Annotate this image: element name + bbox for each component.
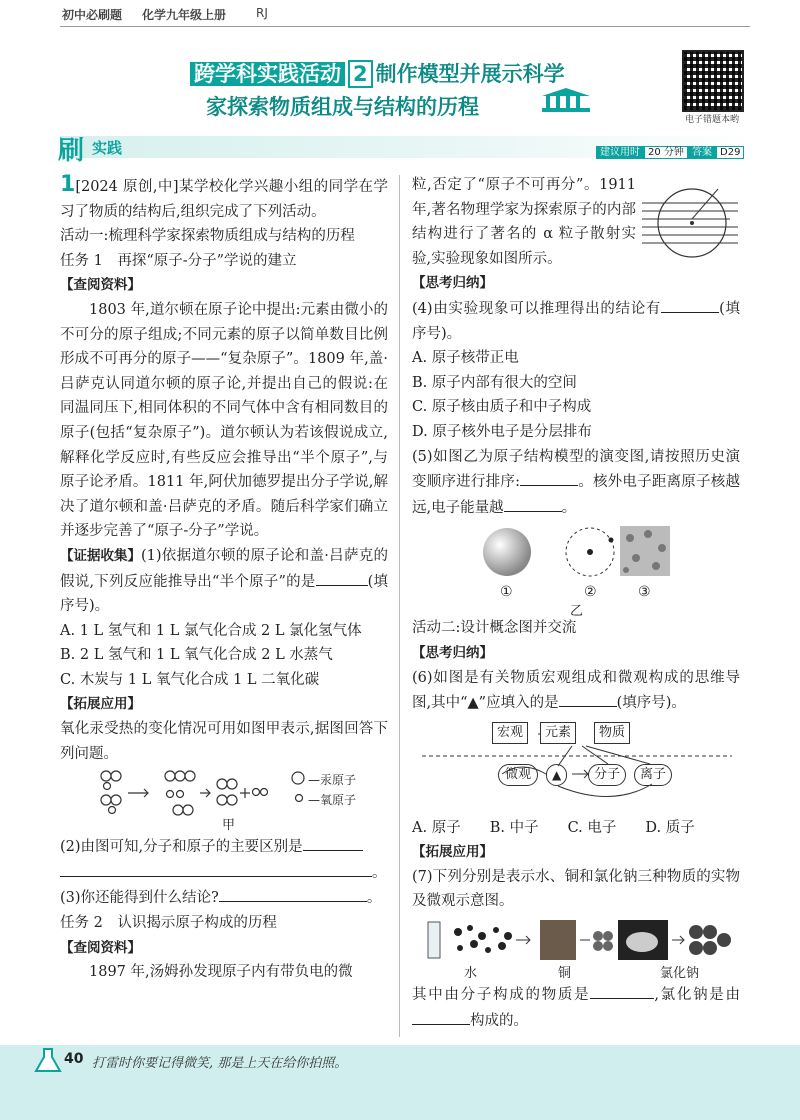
q7-text: (7)下列分别是表示水、铜和氯化钠三种物质的实物及微观示意图。: [412, 868, 740, 910]
q4-option-a: A. 原子核带正电: [412, 350, 519, 367]
q5-text-b: 。核外电子距离原子核越远,电子能量越: [412, 474, 740, 516]
q2-blank-1[interactable]: [303, 834, 363, 851]
q1-option-a: A. 1 L 氢气和 1 L 氯气化合成 2 L 氯化氢气体: [60, 622, 362, 639]
model-label-3: ③: [638, 584, 651, 601]
answer-pill: [688, 140, 744, 160]
q7-blank-1[interactable]: [590, 982, 654, 999]
figure-yi: [412, 520, 740, 620]
q4-option-c: C. 原子核由质子和中子构成: [412, 399, 592, 416]
flask-icon: [34, 1045, 64, 1075]
copper-atoms: [593, 931, 613, 951]
time-value: 20 分钟: [644, 146, 688, 159]
q1-tail: (填序号)。: [60, 573, 388, 615]
right-column: [412, 173, 740, 1033]
footer-motto: 打雷时你要记得微笑, 那是上天在给你拍照。: [92, 1056, 348, 1071]
q2-blank-2[interactable]: [60, 860, 372, 877]
column-divider: [399, 175, 400, 1037]
read1-text: 1803 年,道尔顿在原子论中提出:元素由微小的不可分的原子组成;不同元素的原子以简单数目比例形成不可再分的原子——“复杂原子”。1809 年,盖·吕萨克认同道尔顿的原子论,并提出自己的假说:在同温同压下,相同体积的不同气体中含有相同数目的原子(包括“复杂原子”)。道尔顿认为若该假说成立,解释化学反应时,有些反应会推导出“半个原子”,与原子论矛盾。1811 年,阿伏加德罗提出分子学说,解决了道尔顿和盖·吕萨克的矛盾。随后科学家们确立并逐步完善了“原子-分子”学说。: [60, 301, 388, 540]
figure-substances: [412, 914, 740, 982]
model-label-1: ①: [500, 584, 513, 601]
q1-blank[interactable]: [316, 569, 368, 586]
legend-hg: —汞原子: [308, 773, 357, 788]
figure-jia: [60, 766, 388, 834]
figure-jia-label: 甲: [222, 818, 236, 834]
legend-o: —氧原子: [308, 793, 357, 808]
copper-wire-icon: [540, 920, 576, 960]
concept-map: [412, 716, 740, 816]
activity1: 活动一:梳理科学家探索物质组成与结构的历程: [60, 228, 355, 245]
qr-code-icon[interactable]: [682, 50, 744, 112]
q1-option-c: C. 木炭与 1 L 氧气化合成 1 L 二氧化碳: [60, 671, 320, 688]
q5-text-a: (5)如图乙为原子结构模型的演变图,请按照历史演变顺序进行排序:: [412, 448, 740, 491]
model-1-sphere: [483, 528, 531, 576]
time-label: 建议用时: [596, 146, 644, 159]
brush-label: 刷: [58, 136, 85, 166]
read2b-text: 粒,否定了“原子不可再分”。1911 年,著名物理学家为探索原子的内部结构进行了著名的 α 粒子散射实验,实验现象如图所示。: [412, 177, 636, 267]
map-molecule: 分子: [588, 764, 626, 786]
q1-option-b: B. 2 L 氢气和 1 L 氧气化合成 2 L 水蒸气: [60, 647, 333, 664]
q5-text-c: 。: [561, 499, 577, 516]
map-ion: 离子: [634, 764, 672, 786]
model-label-2: ②: [584, 584, 597, 601]
activity2: 活动二:设计概念图并交流: [412, 620, 577, 637]
q4-option-d: D. 原子核外电子是分层排布: [412, 423, 592, 440]
title-text1: 制作模型并展示科学: [375, 62, 565, 86]
q2-text: (2)由图可知,分子和原子的主要区别是: [60, 839, 303, 856]
map-micro: 微观: [498, 764, 538, 786]
q4-tail: (填序号)。: [412, 300, 740, 342]
q4-blank[interactable]: [661, 296, 719, 313]
time-pill: [596, 140, 688, 160]
title-badge: 跨学科实践活动: [190, 62, 345, 86]
q7-text-d: 构成的。: [470, 1012, 528, 1029]
q6-option-c: C. 电子: [567, 819, 617, 836]
title-line2: 家探索物质组成与结构的历程: [206, 95, 479, 119]
question-number: 1: [60, 172, 76, 197]
map-element: 元素: [540, 722, 576, 744]
q5-blank-2[interactable]: [504, 495, 562, 512]
answer-value: D29: [716, 146, 744, 159]
header-rule: [60, 26, 750, 27]
atom-models-diagram: [412, 524, 740, 596]
edition: RJ: [256, 6, 268, 20]
answer-label: 答案: [688, 146, 716, 159]
tag-think2: 【思考归纳】: [412, 644, 493, 661]
left-column: 1[2024 原创,中]某学校化学兴趣小组的同学在学习了物质的结构后,组织完成了下列活动。 活动一:梳理科学家探索物质组成与结构的历程 任务 1 再探“原子-分子”学说的建立 【查阅资料】 1803 年,道尔顿在原子论中提出:元素由微小的不可分的原子组成;不同元素的原子以简单数目比例形成不可再分的原子——“复杂原子”。1809 年,盖·吕萨克认同道尔顿的原子论,并提出自己的假说:在同温同压下,相同体积的不同气体中含有相同数目的原子(包括“复杂原子”)。道尔顿认为若该假说成立,解释化学反应时,有些反应会推导出“半个原子”,与原子论矛盾。1811 年,阿伏加德罗提出分子学说,解决了道尔顿和盖·吕萨克的矛盾。随后科学家们确立并逐步完善了“原子-分子”学说。 【证据收集】(1)依据道尔顿的原子论和盖·吕萨克的假说,下列反应能推导出“半个原子”的是 (填序号)。 A. 1 L 氢气和 1 L 氯气化合成 2 L 氯化氢气体 B. 2 L 氢气和 1 L 氧气化合成 2 L 水蒸气 C. 木炭与 1 L 氧气化合成 1 L 二氧化碳 【拓展应用】 氧化汞受热的变化情况可用如图甲表示,据图回答下列问题。 —汞原子 —氧原子 甲 (2)由图可知,分子和原子的主要区别是 。 (3)你还能得到什么结论? 。 任务 2 认识揭示原子构成的历程 【查阅资料】 1897 年,汤姆孙发现原子内有带负电的微: [60, 173, 388, 985]
map-triangle: ▲: [546, 764, 567, 786]
q3-blank[interactable]: [219, 885, 367, 902]
page-header: [0, 0, 800, 28]
label-water: 水: [464, 966, 478, 982]
label-nacl: 氯化钠: [660, 966, 700, 982]
q4-option-b: B. 原子内部有很大的空间: [412, 374, 577, 391]
q6-option-a: A. 原子: [412, 819, 461, 836]
tag-extend: 【拓展应用】: [60, 696, 141, 713]
tag-think: 【思考归纳】: [412, 275, 493, 292]
q6-text: (6)如图是有关物质宏观组成和微观构成的思维导图,其中“▲”应填入的是: [412, 669, 740, 712]
building-icon: [540, 88, 592, 114]
q6-blank[interactable]: [559, 690, 617, 707]
read2-text: 1897 年,汤姆孙发现原子内有带负电的微: [89, 964, 353, 981]
substances-diagram: [412, 916, 740, 966]
title-badge-num: 2: [348, 60, 373, 88]
series-name: 初中必刷题: [62, 8, 123, 22]
q5-blank-1[interactable]: [520, 469, 578, 486]
q6-option-b: B. 中子: [489, 819, 539, 836]
task2: 任务 2 认识揭示原子构成的历程: [60, 915, 277, 932]
tag-extend2: 【拓展应用】: [412, 844, 493, 861]
nacl-lattice: [689, 925, 731, 955]
label-copper: 铜: [558, 966, 572, 982]
qr-caption: 电子错题本哟: [684, 115, 739, 125]
alpha-scattering-icon: [640, 179, 740, 267]
q7-blank-2[interactable]: [412, 1008, 470, 1025]
q4-text: (4)由实验现象可以推理得出的结论有: [412, 300, 662, 317]
intro-text: [2024 原创,中]某学校化学兴趣小组的同学在学习了物质的结构后,组织完成了下列活动。: [60, 179, 388, 220]
water-bottle-icon: [428, 922, 440, 958]
q7-text-b: 其中由分子构成的物质是: [412, 987, 591, 1004]
tag-read: 【查阅资料】: [60, 277, 141, 294]
task1: 任务 1 再探“原子-分子”学说的建立: [60, 252, 297, 269]
tag-read2: 【查阅资料】: [60, 939, 141, 956]
map-substance: 物质: [594, 722, 630, 744]
title-line1: [190, 58, 565, 88]
map-macro: 宏观: [492, 722, 528, 744]
tag-evidence: 【证据收集】: [60, 547, 141, 564]
page-footer: [0, 1045, 800, 1120]
ext-text: 氧化汞受热的变化情况可用如图甲表示,据图回答下列问题。: [60, 721, 388, 762]
page-number: 40: [64, 1051, 84, 1067]
section-label: 实践: [92, 139, 123, 157]
water-molecules: [454, 925, 512, 953]
q7-text-c: ,氯化钠是由: [654, 987, 741, 1004]
q6-tail: (填序号)。: [616, 695, 686, 712]
q3-text: (3)你还能得到什么结论?: [60, 890, 219, 907]
figure-yi-label: 乙: [570, 604, 584, 620]
q6-option-d: D. 质子: [645, 819, 695, 836]
q1-text: (1)依据道尔顿的原子论和盖·吕萨克的假说,下列反应能推导出“半个原子”的是: [60, 547, 388, 590]
book-name: 化学九年级上册: [142, 8, 227, 22]
